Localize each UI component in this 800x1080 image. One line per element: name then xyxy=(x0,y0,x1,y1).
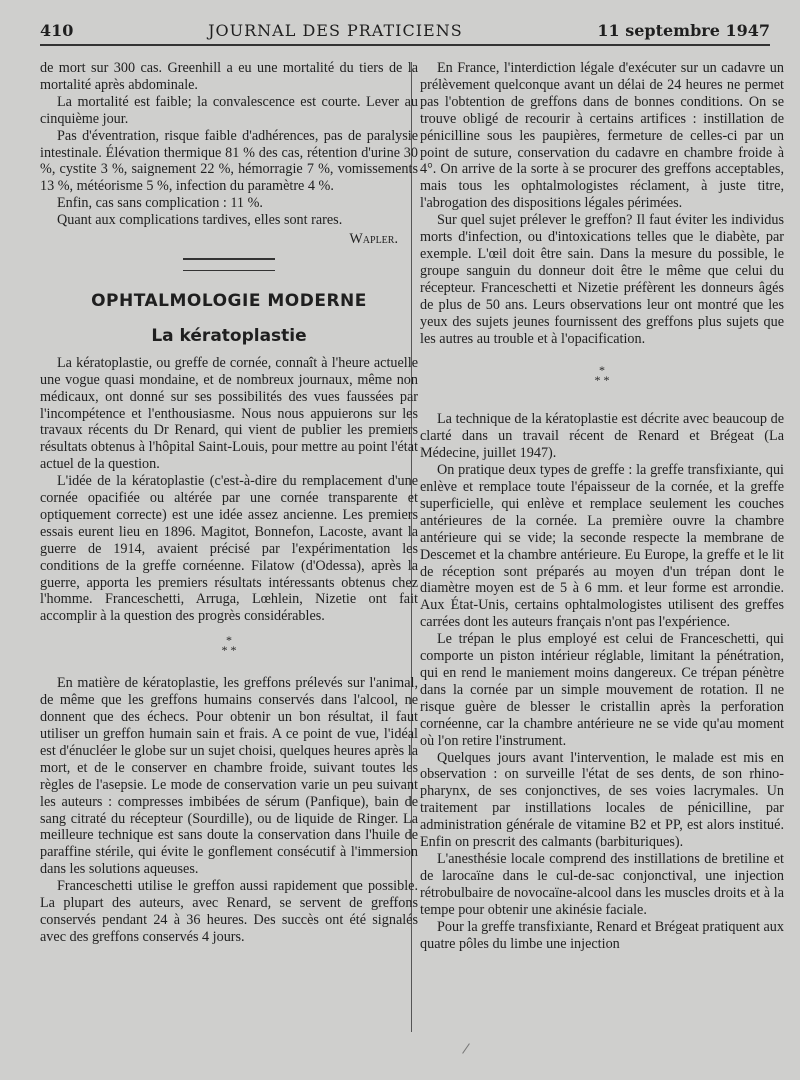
stars-line: * * xyxy=(221,643,237,658)
page-header xyxy=(40,16,770,46)
paragraph: Quelques jours avant l'intervention, le malade est mis en observation : on surveille l'état de ses dents, de son rhino-pharynx, de ses conjonctives, de ses voies lacrymales. Un traitement par instillations locales de pénicilline, par administration générale de vitamine B2 et PP, est alors institué. Enfin on prescrit des calmants (barbituriques). xyxy=(420,749,784,851)
paragraph: Franceschetti utilise le greffon aussi rapidement que possible. La plupart des auteurs, avec Renard, se servent de greffons conservés pendant 24 à 36 heures. Des succès ont été signalés avec des greffons conservés 4 jours. xyxy=(40,878,418,945)
paragraph: Pour la greffe transfixiante, Renard et Brégeat pratiquent aux quatre pôles du limbe une injection xyxy=(420,918,784,952)
paragraph: La kératoplastie, ou greffe de cornée, connaît à l'heure actuelle une vogue quasi mondaine, et de nombreux journaux, même non médicaux, ont donné sur ses possibilités des vues faussées par l'incompétence et l'enthousiasme. Nous nous appuierons sur les travaux récents du Dr Renard, qui vient de publier les premiers résultats obtenus à l'hôpital Saint-Louis, pour mettre au point l'état actuel de la question. xyxy=(40,354,418,473)
right-column xyxy=(420,60,784,952)
stars-line: * * xyxy=(594,373,610,388)
section-title: OPHTALMOLOGIE MODERNE xyxy=(91,290,367,311)
paragraph: La mortalité est faible; la convalescence est courte. Lever au cinquième jour. xyxy=(40,93,418,127)
paragraph: de mort sur 300 cas. Greenhill a eu une mortalité du tiers de la mortalité après abdominale. xyxy=(40,60,418,93)
author-signature: Wapler. xyxy=(349,231,398,248)
left-column xyxy=(40,60,418,946)
paragraph: En matière de kératoplastie, les greffons prélevés sur l'animal, de même que les greffons humains conservés dans l'alcool, ne donnent que des échecs. Pour obtenir un bon résultat, il faut utiliser un greffon humain sain et frais. A ce point de vue, l'idéal est d'énucléer le globe sur un sujet choisi, quelques heures après la mort, et de le conserver en chambre froide, suivant toutes les règles de l'asepsie. Le mode de conservation varie un peu suivant les auteurs : compresses imbibées de sérum (Panfique), bain de sang citraté du récepteur (Sourdille), ou de liquide de Ringer. La meilleure technique est sans doute la conservation dans l'huile de paraffine stérile, qui évite le gonflement consécutif à l'immersion dans les solutions aqueuses. xyxy=(40,675,418,878)
section-divider xyxy=(183,258,275,271)
stars-line: * xyxy=(599,363,605,378)
stars-line: * xyxy=(226,633,232,648)
paragraph: L'anesthésie locale comprend des instillations de bretiline et de larocaïne dans le cul-de-sac conjonctival, une injection rétrobulbaire de novocaïne-alcool dans les muscles droits et à la tempe pour obtenir une akinésie faciale. xyxy=(420,850,784,918)
paragraph: En France, l'interdiction légale d'exécuter sur un cadavre un prélèvement quelconque avant un délai de 24 heures ne permet pas l'obtention de greffons dans de bonnes conditions. On se trouve obligé de recourir à certains artifices : instillation de pénicilline sous les paupières, fermeture de celles-ci par un point de suture, conservation du cadavre en chambre froide à 4°. On arrive de la sorte à se procurer des greffons acceptables, mais tous les ophtalmologistes réclament, à juste titre, l'abrogation des dispositions légales périmées. xyxy=(420,60,784,212)
page-number: 410 xyxy=(40,20,74,40)
paragraph: Le trépan le plus employé est celui de Franceschetti, qui comporte un piston intérieur réglable, limitant la pénétration, qui en rend le maniement moins dangereux. Ce trépan pénètre dans la cornée par un simple mouvement de rotation. Il ne risque guère de blesser le cristallin après la perforation cornéenne, car la chambre antérieure ne se vide qu'au moment où l'on retire l'instrument. xyxy=(420,631,784,749)
paragraph: Pas d'éventration, risque faible d'adhérences, pas de paralysie intestinale. Élévation thermique 81 % des cas, rétention d'urine 30 %, cystite 3 %, saignement 22 %, hémorragie 7 %, vomissements 13 %, météorisme 5 %, infection du paramètre 4 %. xyxy=(40,127,418,195)
paragraph: Quant aux complications tardives, elles sont rares. xyxy=(57,212,343,229)
article-title: La kératoplastie xyxy=(151,325,307,346)
paragraph: La technique de la kératoplastie est décrite avec beaucoup de clarté dans un travail récent de Renard et Brégeat (La Médecine, juillet 1947). xyxy=(420,411,784,462)
paragraph: On pratique deux types de greffe : la greffe transfixiante, qui enlève et remplace toute l'épaisseur de la cornée, et la greffe superficielle, qui enlève et remplace seulement les couches antérieures de la cornée. La première ouvre la chambre antérieure qui se vide; la seconde respecte la membrane de Descemet et la chambre antérieure. Eu Europe, la greffe et le lit de réception sont préparés au moyen d'un trépan dont le diamètre moyen est de 5 à 6 mm. et leur forme est arrondie. Aux État-Unis, certains ophtalmologistes utilisent des greffes carrées dont les auteurs français n'ont pas l'expérience. xyxy=(420,462,784,631)
journal-title: JOURNAL DES PRATICIENS xyxy=(208,20,463,40)
issue-date: 11 septembre 1947 xyxy=(597,20,770,40)
paragraph: Sur quel sujet prélever le greffon? Il faut éviter les individus morts d'infection, ou d'intoxications telles que le diabète, par exemple. L'œil doit être sain. Dans la mesure du possible, le groupe sanguin du donneur doit être le même que celui du récepteur. Franceschetti et Nizetie préfèrent les donneurs âgés de plus de 50 ans. Leurs observations leur ont montré que les yeux des sujets jeunes fournissent des greffons plus sujets que les autres au trouble et à l'opacification. xyxy=(420,212,784,347)
section-stars xyxy=(40,633,418,658)
section-stars xyxy=(420,363,784,388)
print-mark xyxy=(462,1043,470,1053)
paragraph: Enfin, cas sans complication : 11 %. xyxy=(57,195,263,212)
paragraph: L'idée de la kératoplastie (c'est-à-dire du remplacement d'une cornée opacifiée ou altérée par une cornée transparente et optiquement correcte) est une idée assez ancienne. Les premiers essais eurent lieu en 1896. Magitot, Bonnefon, Lacoste, avant la guerre de 1914, avaient précisé par l'expérimentation les conditions de la greffe cornéenne. Filatow (d'Odessa), après la guerre, apporta les premiers résultats intéressants obtenus chez l'homme. Franceschetti, Arruga, Lœhlein, Nizetie ont fait accomplir à la question des progrès considérables. xyxy=(40,473,418,625)
